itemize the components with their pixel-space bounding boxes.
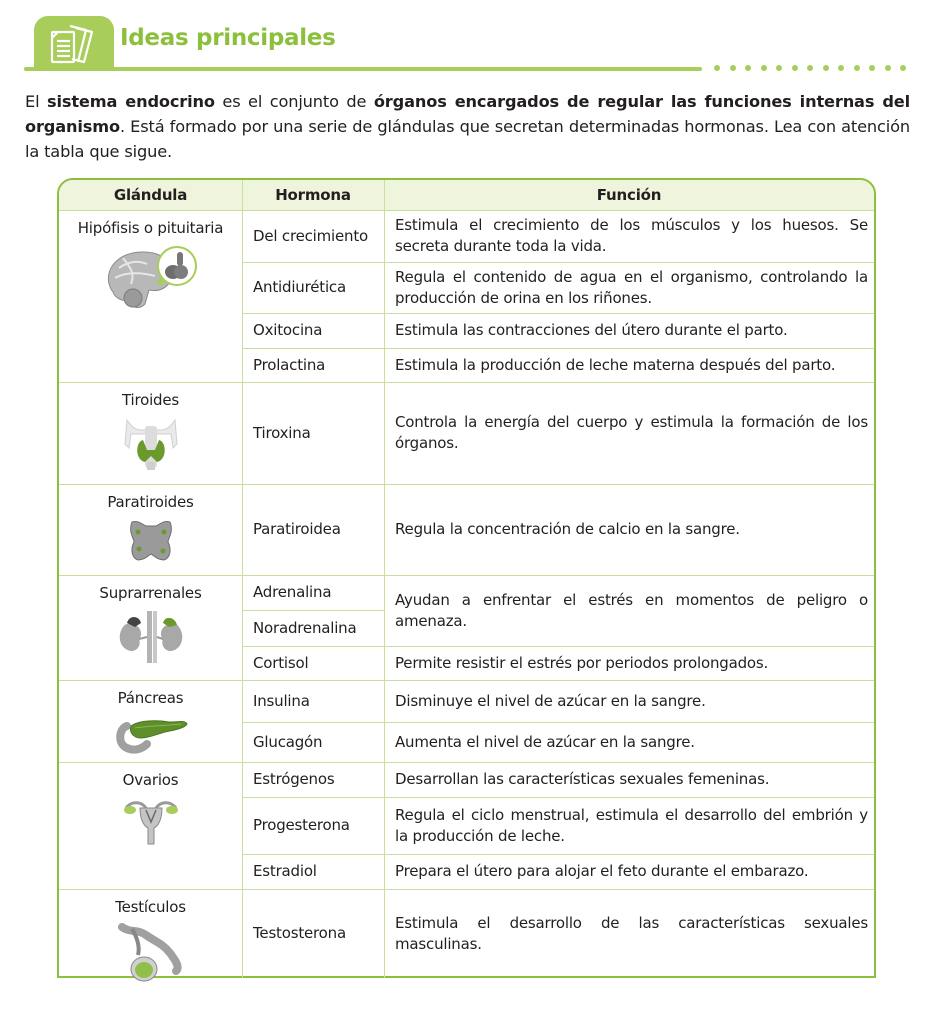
- hormone-cell: [243, 797, 384, 854]
- hormone-name: Oxitocina: [253, 321, 323, 339]
- function-cell: [385, 262, 874, 313]
- hormone-name: Estradiol: [253, 862, 317, 880]
- hormone-cell: [243, 348, 384, 382]
- function-text: Estimula el desarrollo de las características sexuales masculinas.: [395, 913, 868, 953]
- function-cell: [385, 646, 874, 680]
- documents-icon: [46, 22, 102, 68]
- hormone-name: Testosterona: [253, 924, 346, 942]
- definition-emphasis: órganos encargados de regular las funciones internas del organismo: [25, 92, 910, 136]
- hormone-name: Insulina: [253, 691, 310, 710]
- testicles-icon: [59, 923, 242, 983]
- hormone-name: Adrenalina: [253, 583, 332, 601]
- gland-cell-2: [59, 382, 242, 484]
- hormone-cell: [243, 680, 384, 722]
- hormone-name: Paratiroidea: [253, 520, 341, 538]
- hormone-name: Noradrenalina: [253, 618, 357, 637]
- header-dotted-rule: [714, 65, 906, 71]
- function-text: Regula la concentración de calcio en la sangre.: [395, 520, 740, 538]
- function-text: Regula el ciclo menstrual, estimula el desarrollo del embrión y la producción de leche.: [395, 805, 868, 845]
- function-text: Desarrollan las características sexuales femeninas.: [395, 770, 770, 788]
- gland-name: Testículos: [115, 898, 186, 916]
- hormone-cell: [243, 313, 384, 348]
- function-cell: [385, 762, 874, 797]
- function-cell: [385, 680, 874, 722]
- function-text: Controla la energía del cuerpo y estimula la formación de los órganos.: [395, 413, 868, 452]
- function-cell: [385, 348, 874, 382]
- gland-cell-1: [59, 210, 242, 382]
- hormone-name: Cortisol: [253, 653, 309, 672]
- function-text: Regula el contenido de agua en el organismo, controlando la producción de orina en los riñones.: [395, 267, 868, 307]
- gland-name: Páncreas: [117, 689, 184, 707]
- function-text: Ayudan a enfrentar el estrés en momentos de peligro o amenaza.: [395, 590, 868, 630]
- function-cell: [385, 210, 874, 262]
- gland-cell-3: [59, 484, 242, 575]
- hormone-cell: [243, 210, 384, 262]
- function-text: Permite resistir el estrés por periodos prolongados.: [395, 653, 769, 672]
- hormone-name: Del crecimiento: [253, 226, 369, 245]
- hormone-cell: [243, 889, 384, 978]
- header-funcion: Función: [384, 180, 874, 210]
- function-text: Disminuye el nivel de azúcar en la sangre.: [395, 691, 706, 710]
- adrenal-kidneys-icon: [59, 609, 242, 663]
- hormone-name: Estrógenos: [253, 770, 335, 788]
- function-text: Estimula la producción de leche materna después del parto.: [395, 355, 836, 374]
- gland-name: Paratiroides: [107, 493, 194, 511]
- hormone-cell: [243, 722, 384, 762]
- hormone-cell: [243, 646, 384, 680]
- function-cell: [385, 313, 874, 348]
- hormone-name: Prolactina: [253, 355, 326, 374]
- function-text: Estimula el crecimiento de los músculos y los huesos. Se secreta durante toda la vida.: [395, 216, 868, 255]
- hormone-name: Glucagón: [253, 732, 323, 751]
- gland-cell-5: [59, 680, 242, 762]
- gland-cell-4: [59, 575, 242, 680]
- function-text: Estimula las contracciones del útero durante el parto.: [395, 321, 788, 339]
- hormone-name: Antidiurética: [253, 278, 346, 296]
- hormone-cell: [243, 854, 384, 889]
- function-text: Prepara el útero para alojar el feto durante el embarazo.: [395, 862, 809, 880]
- parathyroid-icon: [59, 518, 242, 562]
- gland-name: Hipófisis o pituitaria: [77, 219, 224, 237]
- hormone-cell: [243, 382, 384, 484]
- pancreas-icon: [59, 714, 242, 754]
- function-cell: [385, 575, 874, 646]
- header-hormona: Hormona: [242, 180, 384, 210]
- header-rule: [24, 67, 702, 71]
- intro-paragraph: El sistema endocrino es el conjunto de órganos encargados de regular las funciones internas del organismo. Está formado por una serie de glándulas que secretan determinadas hormonas. Lea con atención la tabla que sigue.: [25, 92, 910, 161]
- hormone-name: Tiroxina: [253, 423, 311, 442]
- function-cell: [385, 722, 874, 762]
- gland-cell-7: [59, 889, 242, 978]
- hormone-cell: [243, 484, 384, 575]
- section-title: Ideas principales: [120, 25, 336, 51]
- hormone-cell: [243, 575, 384, 610]
- uterus-ovaries-icon: [59, 796, 242, 848]
- hormone-cell: [243, 610, 384, 646]
- brain-pituitary-icon: [59, 244, 242, 316]
- gland-name: Tiroides: [121, 391, 180, 409]
- function-cell: [385, 889, 874, 978]
- hormone-cell: [243, 262, 384, 313]
- gland-name: Ovarios: [122, 771, 179, 789]
- section-header-tab: [34, 16, 114, 70]
- function-cell: [385, 854, 874, 889]
- term-sistema-endocrino: sistema endocrino: [46, 92, 215, 111]
- header-glandula: Glándula: [59, 180, 242, 210]
- function-text: Aumenta el nivel de azúcar en la sangre.: [395, 732, 695, 751]
- gland-name: Suprarrenales: [99, 584, 202, 602]
- hormone-cell: [243, 762, 384, 797]
- thyroid-icon: [59, 416, 242, 472]
- function-cell: [385, 797, 874, 854]
- hormone-name: Progesterona: [253, 816, 350, 834]
- gland-cell-6: [59, 762, 242, 889]
- function-cell: [385, 382, 874, 484]
- function-cell: [385, 484, 874, 575]
